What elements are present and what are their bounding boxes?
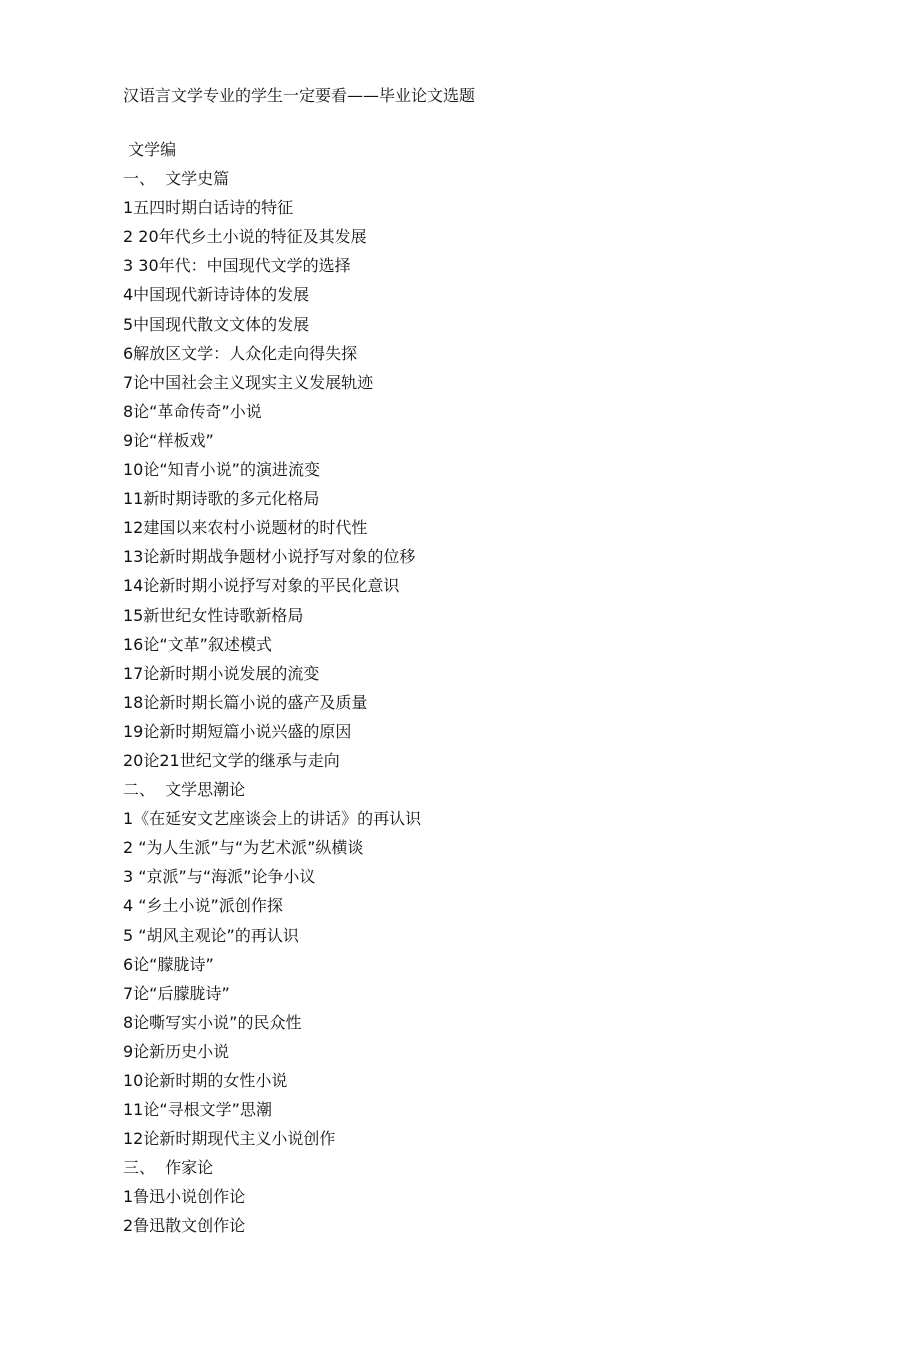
topic-line: 16论“文革”叙述模式 bbox=[123, 634, 272, 654]
topic-line: 11论“寻根文学”思潮 bbox=[123, 1100, 272, 1120]
topic-line: 4中国现代新诗诗体的发展 bbox=[123, 285, 310, 305]
topic-line: 3 “京派”与“海派”论争小议 bbox=[123, 867, 316, 887]
topic-line: 3 30年代：中国现代文学的选择 bbox=[123, 256, 351, 276]
topic-line: 2 20年代乡土小说的特征及其发展 bbox=[123, 227, 367, 247]
topic-line: 18论新时期长篇小说的盛产及质量 bbox=[123, 692, 368, 712]
topic-line: 8论“革命传奇”小说 bbox=[123, 401, 262, 421]
topic-line: 19论新时期短篇小说兴盛的原因 bbox=[123, 721, 352, 741]
topic-line: 一、 文学史篇 bbox=[123, 169, 230, 189]
topic-line: 1五四时期白话诗的特征 bbox=[123, 198, 294, 218]
topic-line: 2鲁迅散文创作论 bbox=[123, 1216, 246, 1236]
topic-line: 9论“样板戏” bbox=[123, 430, 214, 450]
topic-line: 7论“后朦胧诗” bbox=[123, 983, 230, 1003]
topic-line: 1《在延安文艺座谈会上的讲话》的再认识 bbox=[123, 809, 422, 829]
topic-line: 7论中国社会主义现实主义发展轨迹 bbox=[123, 372, 374, 392]
topic-line: 6解放区文学：人众化走向得失探 bbox=[123, 343, 358, 363]
topic-line: 14论新时期小说抒写对象的平民化意识 bbox=[123, 576, 400, 596]
topic-line: 9论新历史小说 bbox=[123, 1041, 230, 1061]
topic-line: 10论“知青小说”的演进流变 bbox=[123, 460, 320, 480]
topic-line: 17论新时期小说发展的流变 bbox=[123, 663, 320, 683]
topic-line: 12论新时期现代主义小说创作 bbox=[123, 1129, 336, 1149]
topic-line: 文学编 bbox=[123, 140, 177, 159]
topic-line: 11新时期诗歌的多元化格局 bbox=[123, 489, 320, 509]
topic-line: 5中国现代散文文体的发展 bbox=[123, 314, 310, 334]
topic-list bbox=[123, 138, 421, 1244]
topic-line: 5 “胡风主观论”的再认识 bbox=[123, 925, 299, 945]
topic-line: 10论新时期的女性小说 bbox=[123, 1071, 288, 1090]
topic-line: 20论21世纪文学的继承与走向 bbox=[123, 750, 340, 770]
topic-line: 6论“朦胧诗” bbox=[123, 954, 214, 974]
topic-line: 二、 文学思潮论 bbox=[123, 780, 246, 800]
document-title: 汉语言文学专业的学生一定要看——毕业论文选题 bbox=[123, 86, 476, 105]
topic-line: 12建国以来农村小说题材的时代性 bbox=[123, 518, 368, 538]
topic-line: 13论新时期战争题材小说抒写对象的位移 bbox=[123, 547, 416, 567]
topic-line: 三、 作家论 bbox=[123, 1158, 214, 1178]
topic-line: 8论嘶写实小说”的民众性 bbox=[123, 1012, 302, 1032]
topic-line: 4 “乡土小说”派创作探 bbox=[123, 896, 283, 916]
topic-line: 15新世纪女性诗歌新格局 bbox=[123, 605, 304, 625]
topic-line: 2 “为人生派”与“为艺术派”纵横谈 bbox=[123, 838, 364, 858]
topic-line: 1鲁迅小说创作论 bbox=[123, 1187, 246, 1207]
